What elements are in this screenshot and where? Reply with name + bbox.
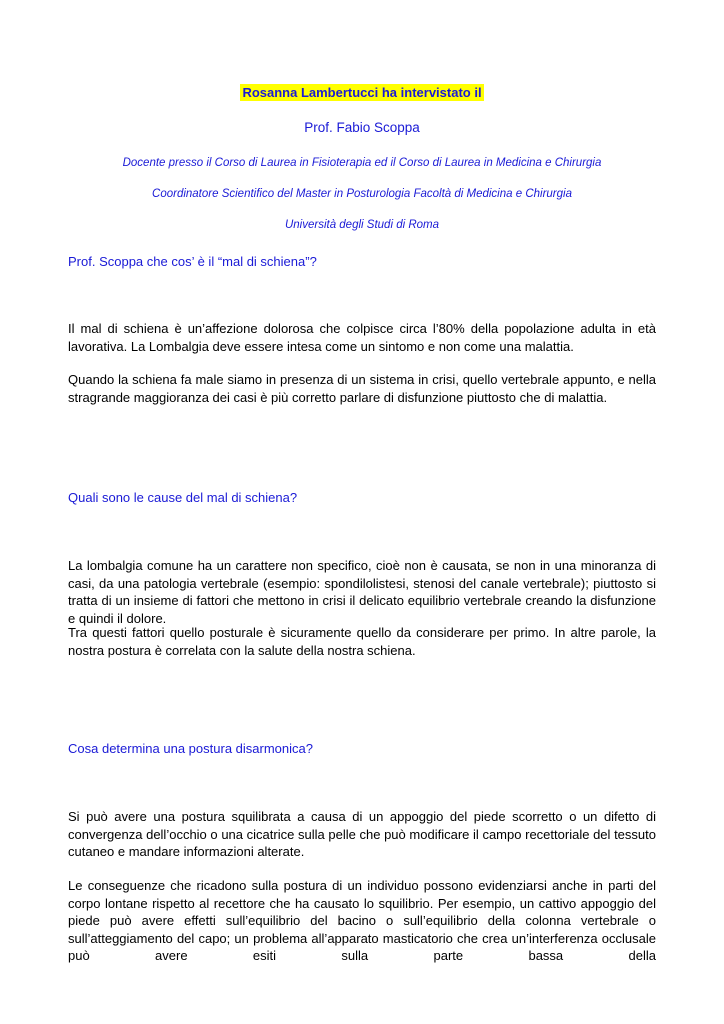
question-1: Prof. Scoppa che cos’ è il “mal di schiena”? bbox=[68, 254, 317, 269]
interview-title bbox=[0, 85, 724, 100]
question-2: Quali sono le cause del mal di schiena? bbox=[68, 490, 298, 505]
answer-2-paragraph-2: Tra questi fattori quello posturale è sicuramente quello da considerare per primo. In altre parole, la nostra postura è correlata con la salute della nostra schiena. bbox=[68, 625, 656, 658]
professor-name: Prof. Fabio Scoppa bbox=[304, 120, 420, 135]
answer-2-paragraph-1: La lombalgia comune ha un carattere non specifico, cioè non è causata, se non in una minoranza di casi, da una patologia vertebrale (esempio: spondilolistesi, stenosi del canale vertebrale); piuttosto si tratta di un insieme di fattori che mettono in crisi il delicato equilibrio vertebrale creando la disfunzione e quindi il dolore. bbox=[68, 558, 656, 626]
answer-3-paragraph-2: Le conseguenze che ricadono sulla postura di un individuo possono evidenziarsi anche in parti del corpo lontane rispetto al recettore che ha causato lo squilibrio. Per esempio, un cattivo appoggio del piede può avere effetti sull’equilibrio del bacino o sull’equilibrio della colonna vertebrale o sull’atteggiamento del capo; un problema all’apparato masticatorio che crea un’interferenza occlusale può avere esiti sulla parte bassa della bbox=[68, 878, 656, 963]
answer-1-paragraph-2: Quando la schiena fa male siamo in presenza di un sistema in crisi, quello vertebrale appunto, e nella stragrande maggioranza dei casi è più corretto parlare di disfunzione piuttosto che di malattia. bbox=[68, 372, 656, 405]
answer-3-paragraph-1: Si può avere una postura squilibrata a causa di un appoggio del piede scorretto o un difetto di convergenza dell’occhio o una cicatrice sulla pelle che può modificare il campo recettoriale del tessuto cutaneo e mandare informazioni alterate. bbox=[68, 809, 656, 859]
affiliation-line-1: Docente presso il Corso di Laurea in Fisioterapia ed il Corso di Laurea in Medicina e Chirurgia bbox=[122, 157, 602, 169]
affiliation-line-2: Coordinatore Scientifico del Master in Posturologia Facoltà di Medicina e Chirurgia bbox=[152, 188, 572, 200]
question-3: Cosa determina una postura disarmonica? bbox=[68, 741, 313, 756]
highlighted-title-text: Rosanna Lambertucci ha intervistato il bbox=[242, 85, 482, 100]
affiliation-line-3: Università degli Studi di Roma bbox=[284, 219, 440, 231]
answer-1-paragraph-1: Il mal di schiena è un’affezione dolorosa che colpisce circa l’80% della popolazione adulta in età lavorativa. La Lombalgia deve essere intesa come un sintomo e non come una malattia. bbox=[68, 321, 656, 354]
